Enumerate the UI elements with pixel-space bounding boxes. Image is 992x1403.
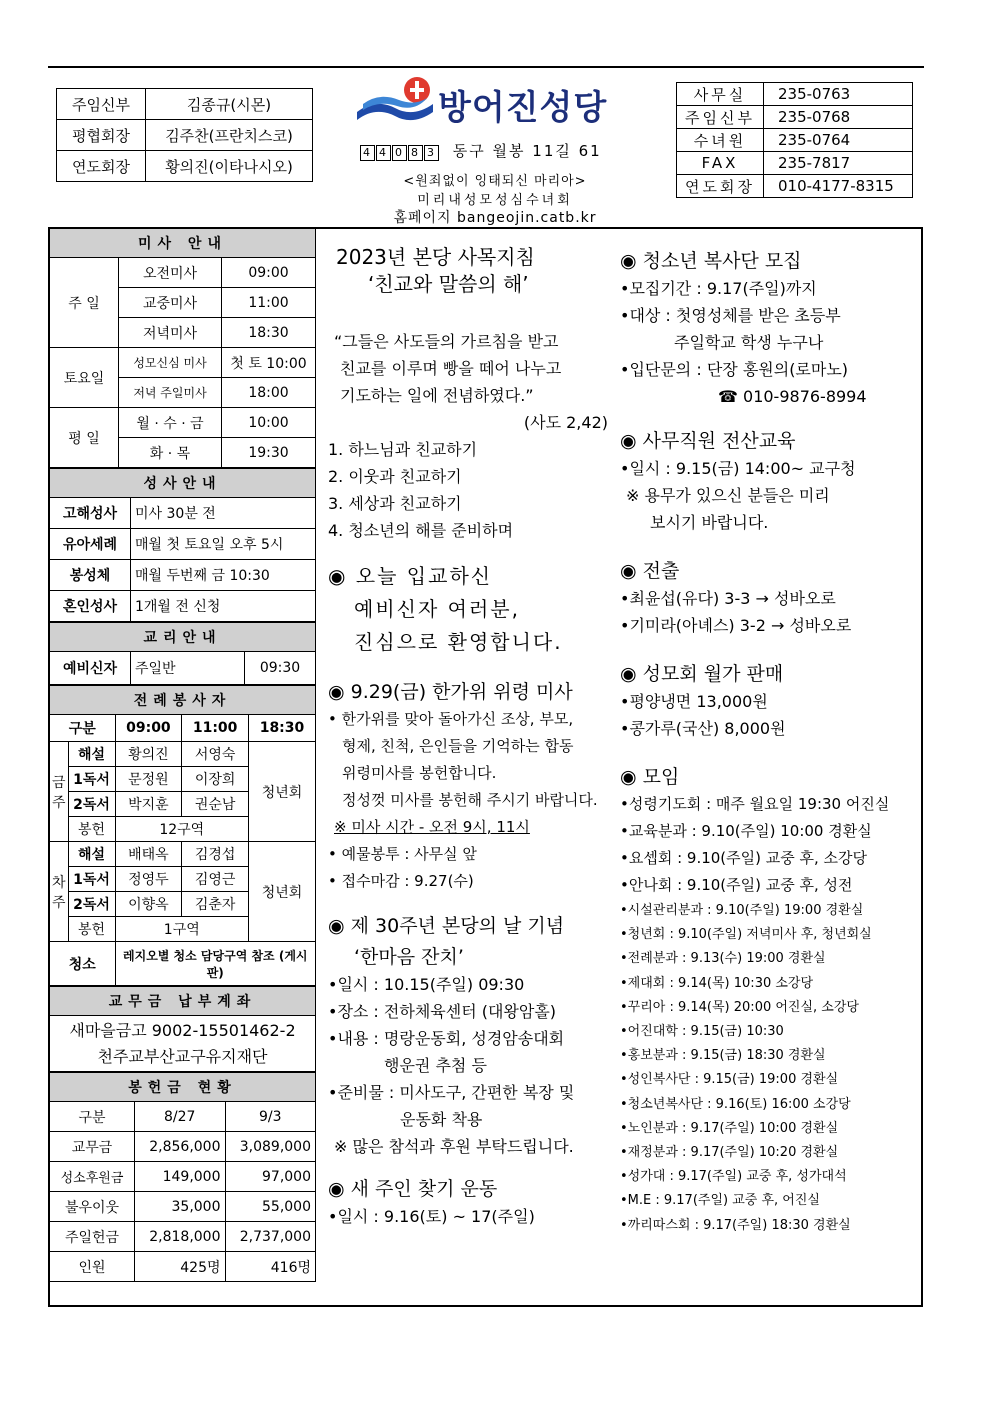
chuseok-line: • 한가위를 맞아 돌아가신 조상, 부모, [328,710,574,728]
cleaning-text: 레지오별 청소 담당구역 참조 (게시판) [115,942,315,986]
anniversary-subtitle: ‘한마음 잔치’ [354,946,464,968]
offering-head: 구분 [50,1102,135,1132]
staff-line: 보시기 바랍니다. [650,513,769,532]
pastoral-item: 1. 하느님과 친교하기 [328,440,478,459]
contact-label: 연도회장 [677,175,764,198]
meeting-line: •시설관리분과 : 9.10(주일) 19:00 경환실 [620,903,864,918]
server-name: 김경섭 [182,842,249,867]
server-name: 김영근 [182,867,249,892]
motto: <원죄없이 잉태되신 마리아> [403,174,587,189]
servers-head: 09:00 [115,715,182,742]
offer-zone: 12구역 [115,817,248,842]
address-text: 동구 월봉 11길 61 [452,142,602,160]
offering-head: 8/27 [135,1102,226,1132]
zip-box: 3 [424,145,439,161]
zip-box: 4 [360,145,375,161]
account-holder: 천주교부산교구유지재단 [97,1046,268,1066]
sale-title: ◉ 성모회 월가 판매 [620,663,784,685]
anniversary-line: 행운권 추첨 등 [384,1056,487,1075]
staff-line: •일시 : 9.15(금) 14:00~ 교구청 [620,459,856,478]
offering-table [49,1072,316,1282]
youth-group: 청년회 [249,742,316,842]
meeting-line: •청소년복사단 : 9.16(토) 16:00 소강당 [620,1096,851,1112]
anniversary-line: •장소 : 전하체육센터 (대왕암홀) [328,1002,557,1021]
meeting-line: •제대회 : 9.14(목) 10:30 소강당 [620,975,814,991]
anniversary-line: •내용 : 명랑운동회, 성경암송대회 [328,1029,565,1048]
offering-amount: 2,856,000 [135,1132,226,1162]
server-name: 박지훈 [115,792,182,817]
offering-title: 봉헌금 현황 [50,1073,316,1102]
mass-name: 교중미사 [119,288,222,318]
staff-title: ◉ 사무직원 전산교육 [620,430,796,452]
offering-amount: 97,000 [225,1162,316,1192]
quote-line: “그들은 사도들의 가르침을 받고 [334,332,559,351]
meeting-line: •안나회 : 9.10(주일) 교중 후, 성전 [620,876,853,894]
youth-line: •대상 : 첫영성체를 받은 초등부 [620,306,841,325]
mass-time: 18:30 [222,318,316,348]
quote-line: 친교를 이루며 빵을 떼어 나누고 [340,359,562,378]
offering-amount: 2,818,000 [135,1222,226,1252]
welcome-line: ◉ 오늘 입교하신 [328,564,493,588]
mass-name: 화 · 목 [119,438,222,468]
left-column [49,228,316,1282]
mass-name: 저녁미사 [119,318,222,348]
chuseok-time: ※ 미사 시간 - 오전 9시, 11시 [334,818,530,836]
mass-name: 저녁 주일미사 [119,378,222,408]
server-name: 정영두 [115,867,182,892]
pastoral-item: 2. 이웃과 친교하기 [328,467,462,486]
sacrament-name: 봉성체 [50,560,131,591]
servers-head: 18:30 [249,715,316,742]
role: 1독서 [68,867,115,892]
youth-phone: ☎ 010-9876-8994 [718,387,867,406]
meeting-line: •요셉회 : 9.10(주일) 교중 후, 소강당 [620,849,868,867]
servers-head: 구분 [50,715,116,742]
account-number: 새마을금고 9002-15501462-2 [69,1020,296,1040]
owner-title: ◉ 새 주인 찾기 운동 [328,1178,498,1200]
doctrine-title: 교리안내 [50,623,316,652]
youth-line: 주일학교 학생 누구나 [674,333,824,352]
chuseok-extra: • 접수마감 : 9.27(수) [328,872,474,890]
contact-value: 235-0764 [764,129,913,152]
offering-amount: 416명 [225,1252,316,1282]
mass-time: 18:00 [222,378,316,408]
anniversary-line: •일시 : 10.15(주일) 09:30 [328,975,525,994]
convent-name: 미리내성모성심수녀회 [417,193,573,208]
mass-time: 09:00 [222,258,316,288]
youth-line: •모집기간 : 9.17(주일)까지 [620,279,817,298]
server-name: 이향옥 [115,892,182,917]
meeting-line: •성가대 : 9.17(주일) 교중 후, 성가대석 [620,1169,847,1185]
account-title: 교무금 납부계좌 [50,987,316,1016]
mass-name: 성모신심 미사 [119,348,222,378]
mass-time: 첫 토 10:00 [222,348,316,378]
anniversary-title: ◉ 제 30주년 본당의 날 기념 [328,915,565,937]
youth-group: 청년회 [249,842,316,942]
this-week-label: 금주 [50,742,69,842]
chuseok-title: ◉ 9.29(금) 한가위 위령 미사 [328,681,573,703]
role: 봉헌 [68,917,115,942]
contacts-table [676,82,913,198]
logo-icon [355,74,435,130]
role: 2독서 [68,892,115,917]
leader-label: 평협회장 [57,120,146,151]
next-week-label: 차주 [50,842,69,942]
server-name: 서영숙 [182,742,249,767]
mass-name: 오전미사 [119,258,222,288]
doctrine-table [49,622,316,685]
chuseok-line: 형제, 친척, 은인들을 기억하는 합동 [342,737,574,755]
transfer-title: ◉ 전출 [620,560,680,582]
server-name: 황의진 [115,742,182,767]
sacrament-name: 혼인성사 [50,591,131,622]
pastoral-item: 4. 청소년의 해를 준비하며 [328,521,514,540]
cleaning-label: 청소 [50,942,116,986]
weekday-label: 평 일 [50,408,119,468]
parish-logo [355,74,435,130]
mass-time: 19:30 [222,438,316,468]
account-info [50,1016,316,1072]
leader-value: 황의진(이타나시오) [146,151,313,182]
contact-label: 수녀원 [677,129,764,152]
saturday-label: 토요일 [50,348,119,408]
sacrament-table [49,468,316,622]
meeting-line: •홍보분과 : 9.15(금) 18:30 경환실 [620,1048,826,1064]
zip-box: 4 [376,145,391,161]
sacrament-name: 유아세례 [50,529,131,560]
youth-title: ◉ 청소년 복사단 모집 [620,250,802,272]
zip-box: 0 [392,145,407,161]
contact-value: 235-0768 [764,106,913,129]
pastoral-item: 3. 세상과 친교하기 [328,494,462,513]
mass-title: 미사 안내 [50,229,316,258]
quote-line: 기도하는 일에 전념하였다.” [340,386,534,405]
mass-name: 월 · 수 · 금 [119,408,222,438]
meeting-line: •성인복사단 : 9.15(금) 19:00 경환실 [620,1072,839,1088]
meeting-small-list [620,899,916,1238]
leader-value: 김주찬(프란치스코) [146,120,313,151]
meeting-title: ◉ 모임 [620,766,680,788]
pastoral-subtitle: ‘친교와 말씀의 해’ [368,272,529,296]
meeting-line: •청년회 : 9.10(주일) 저녁미사 후, 청년회실 [620,927,872,943]
offering-amount: 149,000 [135,1162,226,1192]
offering-kind: 교무금 [50,1132,135,1162]
leader-value: 김종규(시몬) [146,89,313,120]
leader-label: 주임신부 [57,89,146,120]
role: 1독서 [68,767,115,792]
homepage: 홈페이지 bangeojin.catb.kr [393,210,597,226]
role: 봉헌 [68,817,115,842]
offering-kind: 인원 [50,1252,135,1282]
server-name: 문정원 [115,767,182,792]
servers-head: 11:00 [182,715,249,742]
server-name: 권순남 [182,792,249,817]
chuseok-extra: • 예물봉투 : 사무실 앞 [328,845,477,863]
mass-time: 10:00 [222,408,316,438]
offering-amount: 425명 [135,1252,226,1282]
quote-ref: (사도 2,42) [523,413,608,432]
contact-label: 사무실 [677,83,764,106]
owner-line: •일시 : 9.16(토) ~ 17(주일) [328,1207,535,1226]
contact-label: FAX [677,152,764,175]
doctrine-time: 09:30 [245,652,316,685]
chuseok-line: 위령미사를 봉헌합니다. [342,764,497,782]
server-name: 이장희 [182,767,249,792]
role: 해설 [68,842,115,867]
right-column [620,244,916,1238]
staff-line: ※ 용무가 있으신 분들은 미리 [626,486,830,505]
parish-leaders-table [56,88,313,182]
meeting-line: •재정분과 : 9.17(주일) 10:20 경환실 [620,1145,839,1161]
server-name: 김춘자 [182,892,249,917]
sunday-label: 주 일 [50,258,119,348]
offering-head: 9/3 [225,1102,316,1132]
sacrament-name: 고해성사 [50,498,131,529]
offering-kind: 성소후원금 [50,1162,135,1192]
role: 2독서 [68,792,115,817]
welcome-line: 예비신자 여러분, [354,597,520,621]
sacrament-info: 미사 30분 전 [131,498,316,529]
doctrine-label: 예비신자 [50,652,131,685]
sacrament-info: 매월 첫 토요일 오후 5시 [131,529,316,560]
welcome-box [328,560,608,659]
anniversary-line: •준비물 : 미사도구, 간편한 복장 및 [328,1083,575,1102]
sacrament-info: 1개월 전 신청 [131,591,316,622]
sacrament-title: 성사안내 [50,469,316,498]
offering-amount: 55,000 [225,1192,316,1222]
meeting-line: •까리따스회 : 9.17(주일) 18:30 경환실 [620,1217,851,1233]
meeting-line: •노인분과 : 9.17(주일) 10:00 경환실 [620,1120,839,1136]
offering-kind: 주일헌금 [50,1222,135,1252]
sale-line: •평양냉면 13,000원 [620,692,768,711]
zip-box: 8 [408,145,423,161]
offering-amount: 2,737,000 [225,1222,316,1252]
mass-time: 11:00 [222,288,316,318]
address [360,140,602,161]
offering-amount: 35,000 [135,1192,226,1222]
offer-zone: 1구역 [115,917,248,942]
welcome-line: 진심으로 환영합니다. [354,630,563,654]
doctrine-class: 주일반 [131,652,245,685]
pastoral-title: 2023년 본당 사목지침 [336,245,535,269]
contact-label: 주임신부 [677,106,764,129]
parish-name: 방어진성당 [438,88,608,128]
server-name: 배태옥 [115,842,182,867]
servers-table [49,685,316,986]
anniversary-line: 운동화 착용 [400,1110,483,1129]
meeting-line: •전례분과 : 9.13(수) 19:00 경환실 [620,951,826,967]
role: 해설 [68,742,115,767]
servers-title: 전례봉사자 [50,686,316,715]
meeting-line: •M.E : 9.17(주일) 교중 후, 어진실 [620,1193,820,1209]
youth-line: •입단문의 : 단장 홍원의(로마노) [620,360,849,379]
top-rule [48,66,924,68]
contact-value: 235-7817 [764,152,913,175]
transfer-line: •기미라(아녜스) 3-2 → 성바오로 [620,616,852,635]
account-table [49,986,316,1072]
leader-label: 연도회장 [57,151,146,182]
meeting-line: •성령기도회 : 매주 월요일 19:30 어진실 [620,795,890,813]
meeting-line: •교육분과 : 9.10(주일) 10:00 경환실 [620,822,872,840]
middle-column [328,244,608,1230]
offering-amount: 3,089,000 [225,1132,316,1162]
offering-kind: 불우이웃 [50,1192,135,1222]
anniversary-line: ※ 많은 참석과 후원 부탁드립니다. [334,1137,574,1156]
contact-value: 010-4177-8315 [764,175,913,198]
mass-table [49,228,316,468]
contact-value: 235-0763 [764,83,913,106]
sale-line: •콩가루(국산) 8,000원 [620,719,786,738]
chuseok-line: 정성껏 미사를 봉헌해 주시기 바랍니다. [342,791,598,809]
meeting-line: •꾸리아 : 9.14(목) 20:00 어진실, 소강당 [620,999,859,1015]
transfer-line: •최윤섭(유다) 3-3 → 성바오로 [620,589,836,608]
meeting-line: •어진대학 : 9.15(금) 10:30 [620,1024,784,1040]
sacrament-info: 매월 두번째 금 10:30 [131,560,316,591]
